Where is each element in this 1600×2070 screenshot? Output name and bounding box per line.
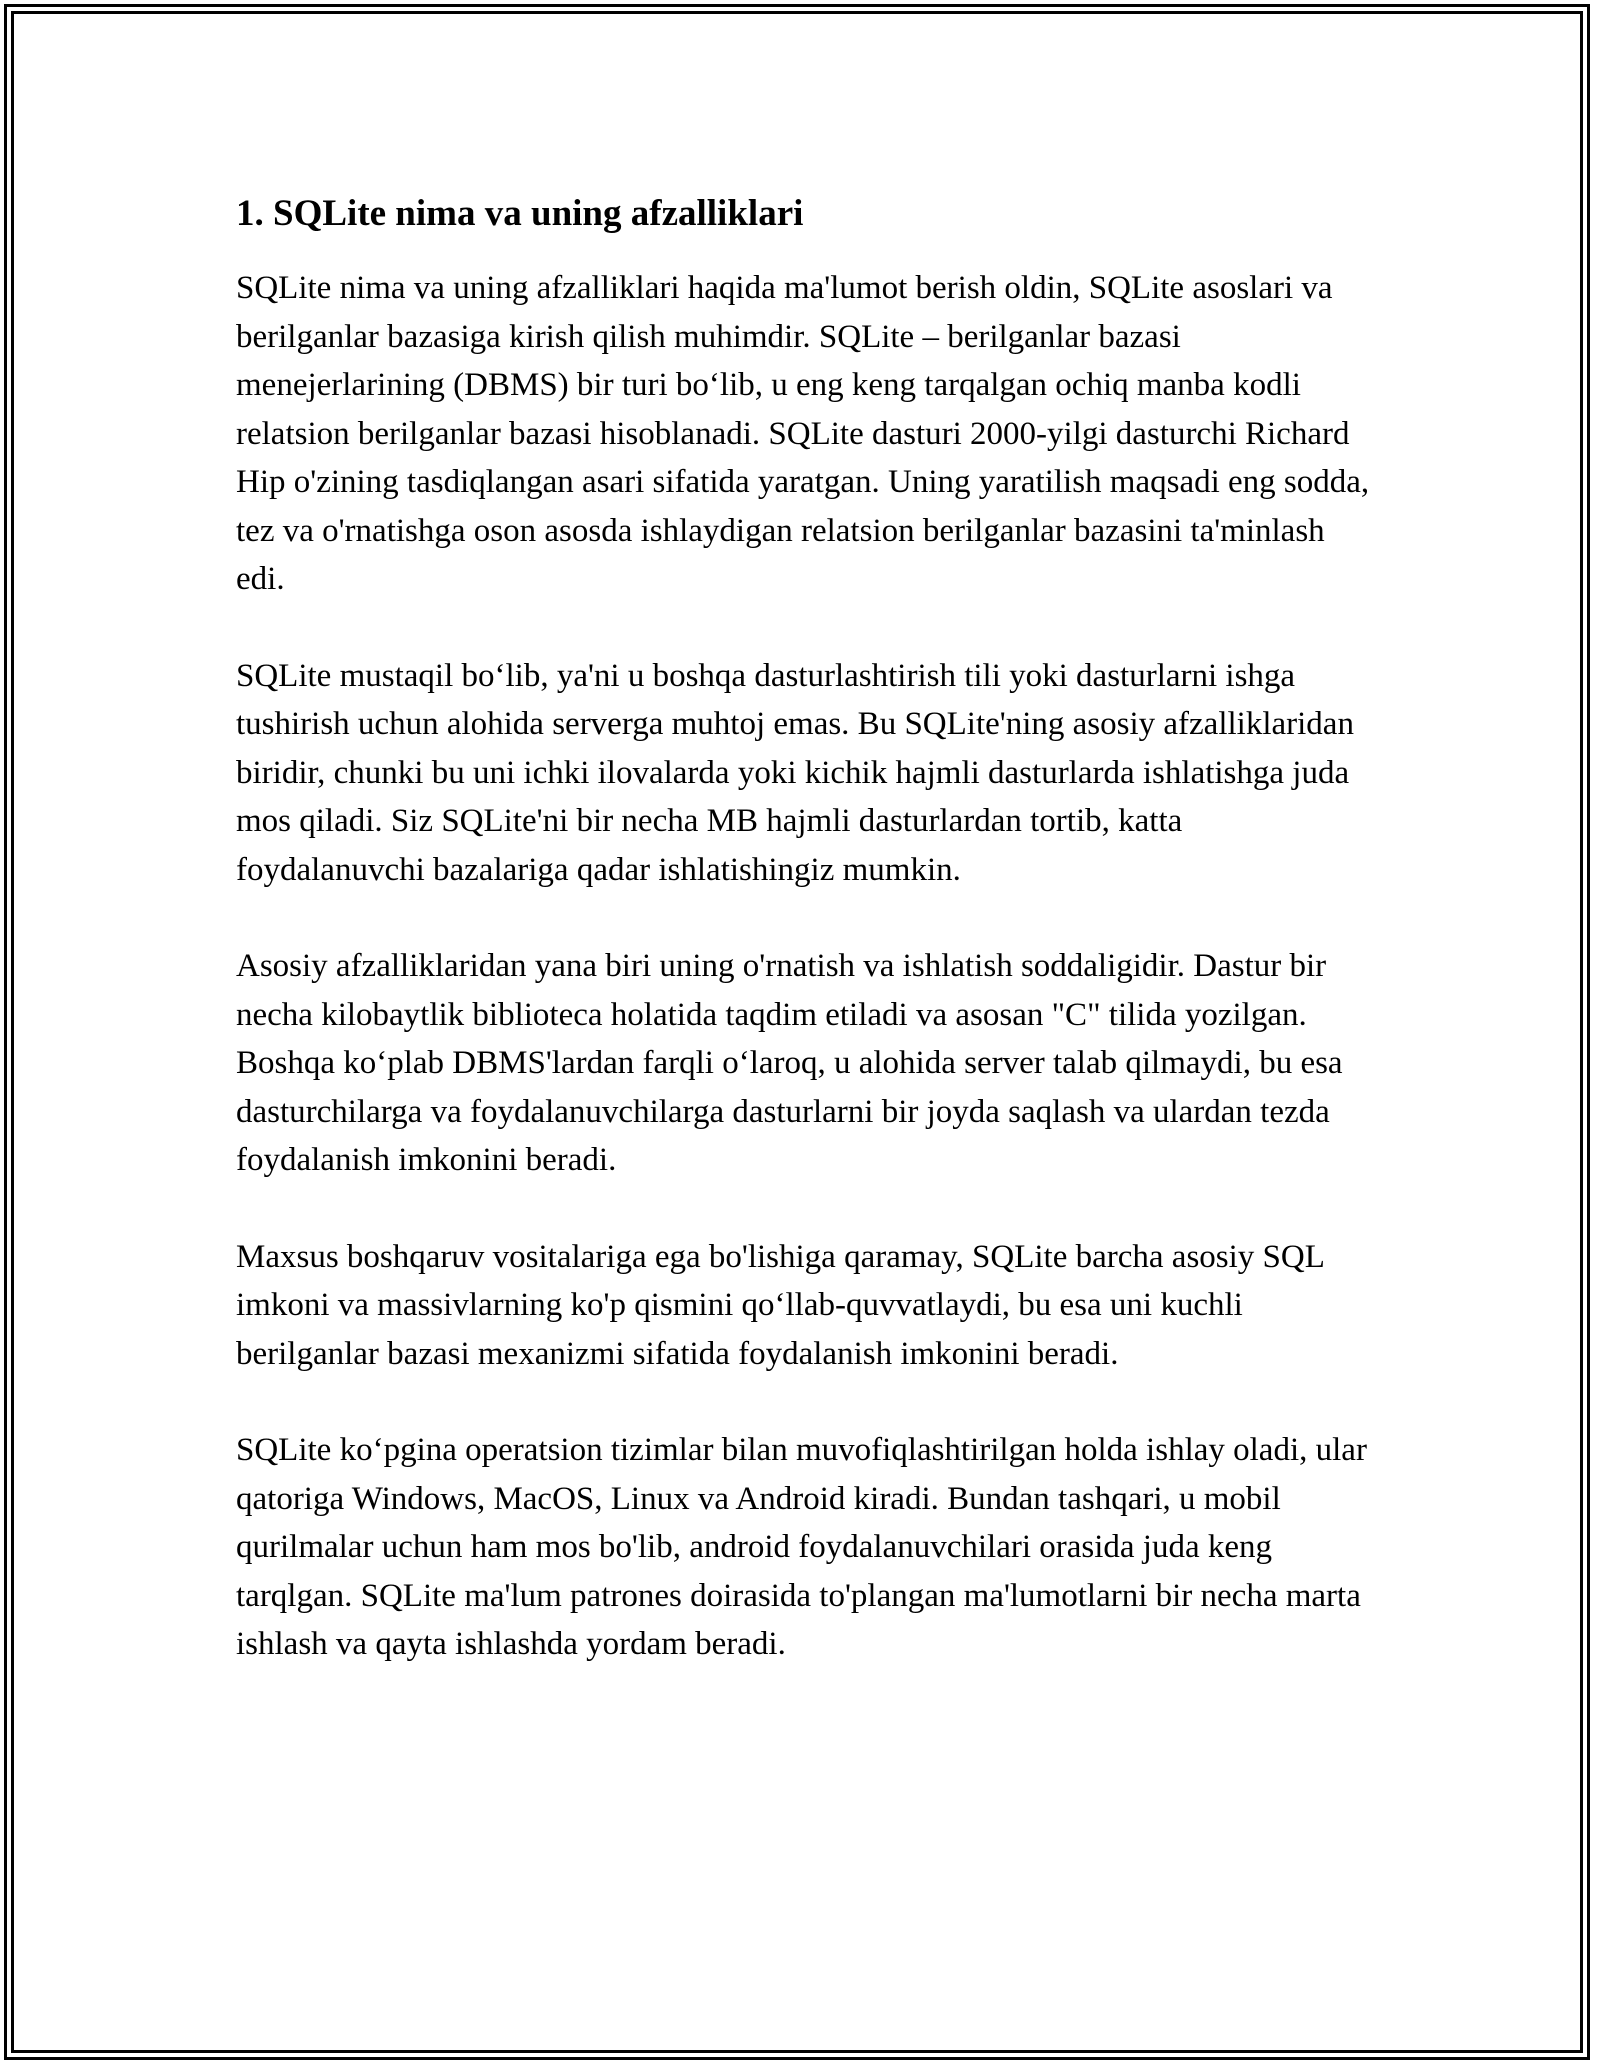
document-body (236, 186, 1376, 1717)
paragraph-standalone: SQLite mustaqil bo‘lib, ya'ni u boshqa dasturlashtirish tili yoki dasturlarni ishga tushirish uchun alohida serverga muhtoj emas. Bu SQLite'ning asosiy afzalliklaridan biridir, chunki bu uni ichki ilovalarda yoki kichik hajmli dasturlarda ishlatishga juda mos qiladi. Siz SQLite'ni bir necha MB hajmli dasturlardan tortib, katta foydalanuvchi bazalariga qadar ishlatishingiz mumkin. (236, 657, 1354, 888)
section-heading: 1. SQLite nima va uning afzalliklari (236, 193, 804, 234)
paragraph-simplicity: Asosiy afzalliklaridan yana biri uning o'rnatish va ishlatish soddaligidir. Dastur bir necha kilobaytlik biblioteca holatida taqdim etiladi va asosan "C" tilida yozilgan. Boshqa ko‘plab DBMS'lardan farqli o‘laroq, u alohida server talab qilmaydi, bu esa dasturchilarga va foydalanuvchilarga dasturlarni bir joyda saqlash va ulardan tezda foydalanish imkonini beradi. (236, 948, 1343, 1178)
paragraph-compatibility: SQLite ko‘pgina operatsion tizimlar bilan muvofiqlashtirilgan holda ishlay oladi, ular qatoriga Windows, MacOS, Linux va Android kiradi. Bundan tashqari, u mobil qurilmalar uchun ham mos bo'lib, android foydalanuvchilari orasida juda keng tarqlgan. SQLite ma'lum patrones doirasida to'plangan ma'lumotlarni bir necha marta ishlash va qayta ishlashda yordam beradi. (236, 1432, 1367, 1662)
paragraph-sql-support: Maxsus boshqaruv vositalariga ega bo'lishiga qaramay, SQLite barcha asosiy SQL imkoni va massivlarning ko'p qismini qo‘llab-quvvatlaydi, bu esa uni kuchli berilganlar bazasi mexanizmi sifatida foydalanish imkonini beradi. (236, 1238, 1324, 1372)
paragraph-intro: SQLite nima va uning afzalliklari haqida ma'lumot berish oldin, SQLite asoslari va berilganlar bazasiga kirish qilish muhimdir. SQLite – berilganlar bazasi menejerlarining (DBMS) bir turi bo‘lib, u eng keng tarqalgan ochiq manba kodli relatsion berilganlar bazasi hisoblanadi. SQLite dasturi 2000-yilgi dasturchi Richard Hip o'zining tasdiqlangan asari sifatida yaratgan. Uning yaratilish maqsadi eng sodda, tez va o'rnatishga oson asosda ishlaydigan relatsion berilganlar bazasini ta'minlash edi. (236, 270, 1370, 597)
